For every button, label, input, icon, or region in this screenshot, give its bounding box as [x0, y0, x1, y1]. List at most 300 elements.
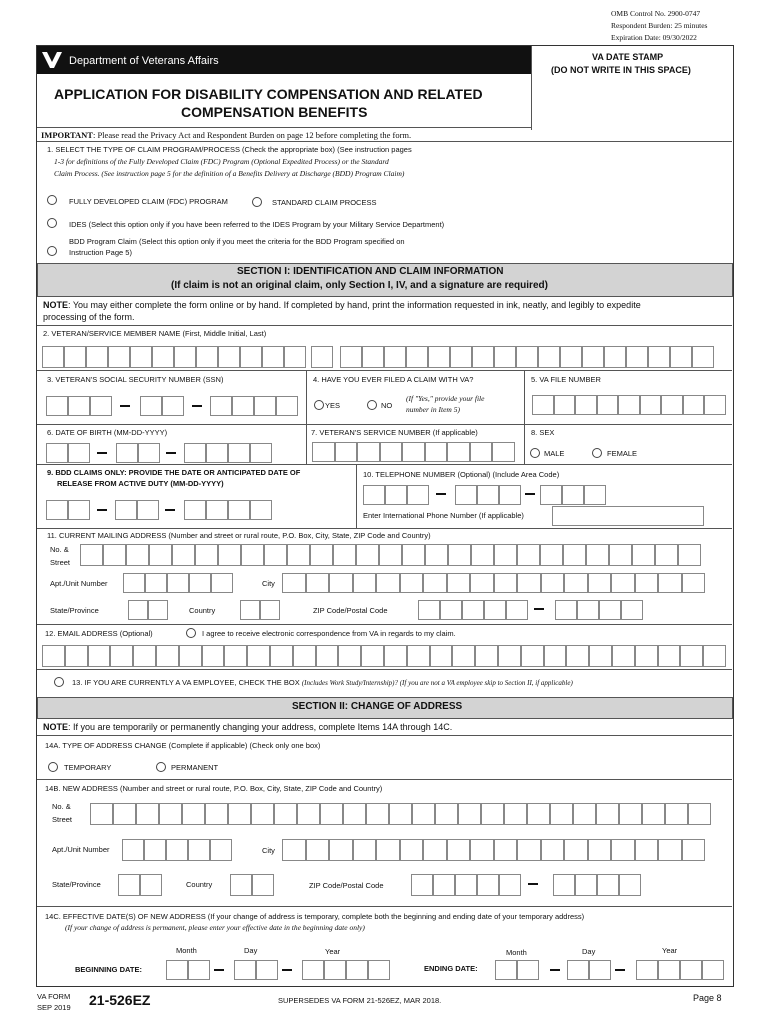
- char-cell[interactable]: [362, 346, 384, 368]
- char-cell[interactable]: [218, 346, 240, 368]
- char-cell[interactable]: [302, 960, 324, 980]
- char-cell[interactable]: [196, 346, 218, 368]
- char-cell[interactable]: [678, 544, 701, 566]
- char-cell[interactable]: [188, 839, 210, 861]
- char-cell[interactable]: [658, 645, 681, 667]
- char-cell[interactable]: [256, 960, 278, 980]
- char-cell[interactable]: [68, 443, 90, 463]
- char-cell[interactable]: [550, 803, 573, 825]
- char-cell[interactable]: [402, 544, 425, 566]
- char-cell[interactable]: [499, 485, 521, 505]
- char-cell[interactable]: [494, 573, 518, 593]
- footer-supersedes: SUPERSEDES VA FORM 21-526EZ, MAR 2018.: [278, 996, 442, 1005]
- char-cell[interactable]: [658, 573, 682, 593]
- char-cell[interactable]: [363, 485, 385, 505]
- char-cell[interactable]: [611, 839, 635, 861]
- char-cell[interactable]: [167, 573, 189, 593]
- female-radio[interactable]: [592, 448, 602, 458]
- char-cell[interactable]: [566, 645, 589, 667]
- char-cell[interactable]: [353, 573, 377, 593]
- item1-line2: 1-3 for definitions of the Fully Developed Claim (FDC) Program (Optional Expedited Process) or the Standard: [54, 157, 389, 166]
- end-year-label: Year: [662, 946, 678, 955]
- char-cell[interactable]: [118, 874, 140, 896]
- char-cell[interactable]: [166, 839, 188, 861]
- char-cell[interactable]: [577, 600, 599, 620]
- char-cell[interactable]: [206, 443, 228, 463]
- char-cell[interactable]: [661, 395, 683, 415]
- char-cell[interactable]: [184, 443, 206, 463]
- char-cell[interactable]: [575, 874, 597, 896]
- char-cell[interactable]: [504, 803, 527, 825]
- char-cell[interactable]: [335, 442, 358, 462]
- ending-date-label: ENDING DATE:: [424, 964, 478, 973]
- char-cell[interactable]: [540, 544, 563, 566]
- char-cell[interactable]: [250, 443, 272, 463]
- char-cell[interactable]: [541, 573, 565, 593]
- char-cell[interactable]: [618, 395, 640, 415]
- char-cell[interactable]: [619, 803, 642, 825]
- fdc-radio[interactable]: [47, 195, 57, 205]
- char-cell[interactable]: [144, 839, 166, 861]
- char-cell[interactable]: [284, 346, 306, 368]
- char-cell[interactable]: [297, 803, 320, 825]
- char-cell[interactable]: [635, 645, 658, 667]
- item14a-label: 14A. TYPE OF ADDRESS CHANGE (Complete if applicable) (Check only one box): [45, 741, 321, 750]
- char-cell[interactable]: [455, 485, 477, 505]
- char-cell[interactable]: [110, 645, 133, 667]
- char-cell[interactable]: [182, 803, 205, 825]
- char-cell[interactable]: [346, 960, 368, 980]
- char-cell[interactable]: [555, 600, 577, 620]
- char-cell[interactable]: [130, 346, 152, 368]
- char-cell[interactable]: [472, 346, 494, 368]
- char-cell[interactable]: [553, 874, 575, 896]
- char-cell[interactable]: [368, 960, 390, 980]
- char-cell[interactable]: [148, 600, 168, 620]
- char-cell[interactable]: [116, 443, 138, 463]
- char-cell[interactable]: [498, 645, 521, 667]
- char-cell[interactable]: [447, 839, 471, 861]
- begin-year-label: Year: [325, 947, 341, 956]
- char-cell[interactable]: [68, 396, 90, 416]
- section1-subtitle: (If claim is not an original claim, only Section I, IV, and a signature are required): [171, 280, 548, 291]
- char-cell[interactable]: [210, 396, 232, 416]
- char-cell[interactable]: [665, 803, 688, 825]
- char-cell[interactable]: [380, 442, 403, 462]
- char-cell[interactable]: [68, 500, 90, 520]
- char-cell[interactable]: [517, 544, 540, 566]
- separator-dash: [97, 509, 107, 511]
- char-cell[interactable]: [108, 346, 130, 368]
- char-cell[interactable]: [588, 573, 612, 593]
- char-cell[interactable]: [425, 544, 448, 566]
- char-cell[interactable]: [423, 839, 447, 861]
- char-cell[interactable]: [340, 346, 362, 368]
- char-cell[interactable]: [670, 346, 692, 368]
- char-cell[interactable]: [46, 443, 68, 463]
- char-cell[interactable]: [384, 645, 407, 667]
- char-cell[interactable]: [316, 645, 339, 667]
- char-cell[interactable]: [430, 645, 453, 667]
- char-cell[interactable]: [604, 346, 626, 368]
- char-cell[interactable]: [260, 600, 280, 620]
- important-notice: [41, 130, 411, 140]
- item14c-line2: (If your change of address is permanent, please enter your effective date in the beginning date only): [65, 923, 365, 932]
- char-cell[interactable]: [562, 485, 584, 505]
- char-cell[interactable]: [184, 500, 206, 520]
- char-cell[interactable]: [353, 839, 377, 861]
- char-cell[interactable]: [356, 544, 379, 566]
- char-cell[interactable]: [612, 645, 635, 667]
- char-cell[interactable]: [517, 960, 539, 980]
- char-cell[interactable]: [632, 544, 655, 566]
- char-cell[interactable]: [400, 573, 424, 593]
- char-cell[interactable]: [137, 500, 159, 520]
- char-cell[interactable]: [640, 395, 662, 415]
- char-cell[interactable]: [103, 544, 126, 566]
- char-cell[interactable]: [329, 839, 353, 861]
- char-cell[interactable]: [589, 960, 611, 980]
- char-cell[interactable]: [251, 803, 274, 825]
- char-cell[interactable]: [506, 600, 528, 620]
- char-cell[interactable]: [90, 803, 113, 825]
- char-cell[interactable]: [450, 346, 472, 368]
- bdd-radio[interactable]: [47, 246, 57, 256]
- char-cell[interactable]: [492, 442, 515, 462]
- char-cell[interactable]: [470, 442, 493, 462]
- char-cell[interactable]: [658, 960, 680, 980]
- char-cell[interactable]: [86, 346, 108, 368]
- char-cell[interactable]: [65, 645, 88, 667]
- char-cell[interactable]: [385, 485, 407, 505]
- char-cell[interactable]: [306, 839, 330, 861]
- char-cell[interactable]: [609, 544, 632, 566]
- char-cell[interactable]: [494, 544, 517, 566]
- char-cell[interactable]: [140, 874, 162, 896]
- char-cell[interactable]: [440, 600, 462, 620]
- va-employee-radio[interactable]: [54, 677, 64, 687]
- char-cell[interactable]: [554, 395, 576, 415]
- char-cell[interactable]: [400, 839, 424, 861]
- char-cell[interactable]: [564, 839, 588, 861]
- char-cell[interactable]: [376, 573, 400, 593]
- char-cell[interactable]: [366, 803, 389, 825]
- item14b-label: 14B. NEW ADDRESS (Number and street or rural route, P.O. Box, City, State, ZIP Code and Country): [45, 784, 383, 793]
- char-cell[interactable]: [477, 874, 499, 896]
- char-cell[interactable]: [312, 442, 335, 462]
- char-cell[interactable]: [274, 803, 297, 825]
- char-cell[interactable]: [448, 544, 471, 566]
- char-cell[interactable]: [361, 645, 384, 667]
- char-cell[interactable]: [447, 442, 470, 462]
- char-cell[interactable]: [159, 803, 182, 825]
- item9-line1: 9. BDD CLAIMS ONLY: PROVIDE THE DATE OR ANTICIPATED DATE OF: [47, 468, 301, 477]
- char-cell[interactable]: [680, 960, 702, 980]
- char-cell[interactable]: [156, 645, 179, 667]
- char-cell[interactable]: [247, 645, 270, 667]
- char-cell[interactable]: [282, 573, 306, 593]
- char-cell[interactable]: [145, 573, 167, 593]
- char-cell[interactable]: [287, 544, 310, 566]
- char-cell[interactable]: [435, 803, 458, 825]
- char-cell[interactable]: [136, 803, 159, 825]
- item4-no-radio[interactable]: [367, 400, 377, 410]
- char-cell[interactable]: [152, 346, 174, 368]
- char-cell[interactable]: [494, 346, 516, 368]
- char-cell[interactable]: [202, 645, 225, 667]
- footer-page: Page 8: [693, 993, 722, 1003]
- char-cell[interactable]: [293, 645, 316, 667]
- char-cell[interactable]: [584, 485, 606, 505]
- char-cell[interactable]: [425, 442, 448, 462]
- standard-label: STANDARD CLAIM PROCESS: [272, 198, 377, 207]
- char-cell[interactable]: [635, 573, 659, 593]
- char-cell[interactable]: [470, 839, 494, 861]
- char-cell[interactable]: [205, 803, 228, 825]
- char-cell[interactable]: [423, 573, 447, 593]
- char-cell[interactable]: [230, 874, 252, 896]
- char-cell[interactable]: [90, 396, 112, 416]
- char-cell[interactable]: [333, 544, 356, 566]
- char-cell[interactable]: [264, 544, 287, 566]
- char-cell[interactable]: [329, 573, 353, 593]
- item10-label: 10. TELEPHONE NUMBER (Optional) (Include Area Code): [363, 470, 560, 479]
- item8-label: 8. SEX: [531, 428, 555, 437]
- char-cell[interactable]: [310, 544, 333, 566]
- char-cell[interactable]: [42, 645, 65, 667]
- char-cell[interactable]: [42, 346, 64, 368]
- char-cell[interactable]: [635, 839, 659, 861]
- begin-day-label: Day: [244, 946, 258, 955]
- ides-radio[interactable]: [47, 218, 57, 228]
- char-cell[interactable]: [495, 960, 517, 980]
- char-cell[interactable]: [254, 396, 276, 416]
- char-cell[interactable]: [477, 485, 499, 505]
- char-cell[interactable]: [232, 396, 254, 416]
- char-cell[interactable]: [240, 346, 262, 368]
- char-cell[interactable]: [80, 544, 103, 566]
- char-cell[interactable]: [376, 839, 400, 861]
- apt-label: Apt./Unit Number: [50, 579, 108, 588]
- note-label: NOTE: [43, 300, 69, 310]
- char-cell[interactable]: [324, 960, 346, 980]
- char-cell[interactable]: [122, 839, 144, 861]
- char-cell[interactable]: [481, 803, 504, 825]
- char-cell[interactable]: [126, 544, 149, 566]
- char-cell[interactable]: [46, 500, 68, 520]
- char-cell[interactable]: [407, 645, 430, 667]
- char-cell[interactable]: [133, 645, 156, 667]
- temporary-radio[interactable]: [48, 762, 58, 772]
- char-cell[interactable]: [149, 544, 172, 566]
- item4-label: 4. HAVE YOU EVER FILED A CLAIM WITH VA?: [313, 375, 474, 384]
- char-cell[interactable]: [228, 500, 250, 520]
- char-cell[interactable]: [262, 346, 284, 368]
- item4-yes-radio[interactable]: [314, 400, 324, 410]
- intl-phone-input[interactable]: [552, 506, 704, 526]
- char-cell[interactable]: [379, 544, 402, 566]
- char-cell[interactable]: [455, 874, 477, 896]
- char-cell[interactable]: [586, 544, 609, 566]
- char-cell[interactable]: [589, 645, 612, 667]
- char-cell[interactable]: [162, 396, 184, 416]
- char-cell[interactable]: [541, 839, 565, 861]
- char-cell[interactable]: [210, 839, 232, 861]
- char-cell[interactable]: [270, 645, 293, 667]
- char-cell[interactable]: [418, 600, 440, 620]
- city-label: City: [262, 579, 275, 588]
- char-cell[interactable]: [338, 645, 361, 667]
- char-cell[interactable]: [138, 443, 160, 463]
- permanent-radio[interactable]: [156, 762, 166, 772]
- char-cell[interactable]: [688, 803, 711, 825]
- char-cell[interactable]: [683, 395, 705, 415]
- char-cell[interactable]: [532, 395, 554, 415]
- item6-label: 6. DATE OF BIRTH (MM-DD-YYYY): [47, 428, 168, 437]
- char-cell[interactable]: [516, 346, 538, 368]
- char-cell[interactable]: [588, 839, 612, 861]
- char-cell[interactable]: [240, 600, 260, 620]
- char-cell[interactable]: [206, 500, 228, 520]
- char-cell[interactable]: [642, 803, 665, 825]
- agency-bar: [37, 46, 531, 74]
- char-cell[interactable]: [582, 346, 604, 368]
- char-cell[interactable]: [276, 396, 298, 416]
- char-cell[interactable]: [648, 346, 670, 368]
- section2-note: [43, 722, 452, 732]
- char-cell[interactable]: [189, 573, 211, 593]
- char-cell[interactable]: [658, 839, 682, 861]
- char-cell[interactable]: [452, 645, 475, 667]
- char-cell[interactable]: [458, 803, 481, 825]
- email-agree-radio[interactable]: [186, 628, 196, 638]
- char-cell[interactable]: [343, 803, 366, 825]
- char-cell[interactable]: [250, 500, 272, 520]
- separator-dash: [528, 883, 538, 885]
- char-cell[interactable]: [412, 803, 435, 825]
- char-cell[interactable]: [113, 803, 136, 825]
- char-cell[interactable]: [123, 573, 145, 593]
- char-cell[interactable]: [597, 395, 619, 415]
- new-zip-label: ZIP Code/Postal Code: [309, 881, 384, 890]
- char-cell[interactable]: [195, 544, 218, 566]
- char-cell[interactable]: [406, 346, 428, 368]
- char-cell[interactable]: [680, 645, 703, 667]
- char-cell[interactable]: [252, 874, 274, 896]
- char-cell[interactable]: [384, 346, 406, 368]
- char-cell[interactable]: [517, 573, 541, 593]
- char-cell[interactable]: [682, 573, 706, 593]
- section1-title: SECTION I: IDENTIFICATION AND CLAIM INFORMATION: [237, 266, 504, 277]
- bdd-label-line2: Instruction Page 5): [69, 248, 132, 257]
- char-cell[interactable]: [540, 485, 562, 505]
- char-cell[interactable]: [702, 960, 724, 980]
- char-cell[interactable]: [389, 803, 412, 825]
- char-cell[interactable]: [282, 839, 306, 861]
- char-cell[interactable]: [560, 346, 582, 368]
- char-cell[interactable]: [188, 960, 210, 980]
- char-cell[interactable]: [218, 544, 241, 566]
- char-cell[interactable]: [655, 544, 678, 566]
- char-cell[interactable]: [692, 346, 714, 368]
- char-cell[interactable]: [596, 803, 619, 825]
- char-cell[interactable]: [499, 874, 521, 896]
- form-title-line2: COMPENSATION BENEFITS: [181, 104, 368, 120]
- char-cell[interactable]: [140, 396, 162, 416]
- char-cell[interactable]: [46, 396, 68, 416]
- char-cell[interactable]: [567, 960, 589, 980]
- char-cell[interactable]: [597, 874, 619, 896]
- char-cell[interactable]: [544, 645, 567, 667]
- male-radio[interactable]: [530, 448, 540, 458]
- standard-radio[interactable]: [252, 197, 262, 207]
- char-cell[interactable]: [115, 500, 137, 520]
- char-cell[interactable]: [128, 600, 148, 620]
- char-cell[interactable]: [521, 645, 544, 667]
- char-cell[interactable]: [619, 874, 641, 896]
- char-cell[interactable]: [433, 874, 455, 896]
- char-cell[interactable]: [538, 346, 560, 368]
- char-cell[interactable]: [179, 645, 202, 667]
- char-cell[interactable]: [621, 600, 643, 620]
- char-cell[interactable]: [484, 600, 506, 620]
- char-cell[interactable]: [462, 600, 484, 620]
- char-cell[interactable]: [241, 544, 264, 566]
- char-cell[interactable]: [407, 485, 429, 505]
- char-cell[interactable]: [494, 839, 518, 861]
- char-cell[interactable]: [626, 346, 648, 368]
- char-cell[interactable]: [573, 803, 596, 825]
- char-cell[interactable]: [599, 600, 621, 620]
- char-cell[interactable]: [411, 874, 433, 896]
- char-cell[interactable]: [357, 442, 380, 462]
- stamp-line1: VA DATE STAMP: [592, 52, 664, 62]
- separator-dash: [120, 405, 130, 407]
- char-cell[interactable]: [636, 960, 658, 980]
- char-cell[interactable]: [320, 803, 343, 825]
- char-cell[interactable]: [611, 573, 635, 593]
- char-cell[interactable]: [575, 395, 597, 415]
- char-cell[interactable]: [517, 839, 541, 861]
- char-cell[interactable]: [234, 960, 256, 980]
- char-cell[interactable]: [402, 442, 425, 462]
- char-cell[interactable]: [64, 346, 86, 368]
- char-cell[interactable]: [428, 346, 450, 368]
- char-cell[interactable]: [563, 544, 586, 566]
- char-cell[interactable]: [88, 645, 111, 667]
- char-cell[interactable]: [470, 573, 494, 593]
- char-cell[interactable]: [475, 645, 498, 667]
- char-cell[interactable]: [682, 839, 706, 861]
- char-cell[interactable]: [228, 443, 250, 463]
- char-cell[interactable]: [311, 346, 333, 368]
- char-cell[interactable]: [703, 645, 726, 667]
- char-cell[interactable]: [527, 803, 550, 825]
- char-cell[interactable]: [172, 544, 195, 566]
- stamp-divider: [531, 46, 532, 130]
- char-cell[interactable]: [704, 395, 726, 415]
- char-cell[interactable]: [228, 803, 251, 825]
- char-cell[interactable]: [564, 573, 588, 593]
- char-cell[interactable]: [166, 960, 188, 980]
- char-cell[interactable]: [224, 645, 247, 667]
- char-cell[interactable]: [174, 346, 196, 368]
- char-cell[interactable]: [471, 544, 494, 566]
- char-cell[interactable]: [211, 573, 233, 593]
- char-cell[interactable]: [306, 573, 330, 593]
- item9-line2: RELEASE FROM ACTIVE DUTY (MM-DD-YYYY): [57, 479, 224, 488]
- char-cell[interactable]: [447, 573, 471, 593]
